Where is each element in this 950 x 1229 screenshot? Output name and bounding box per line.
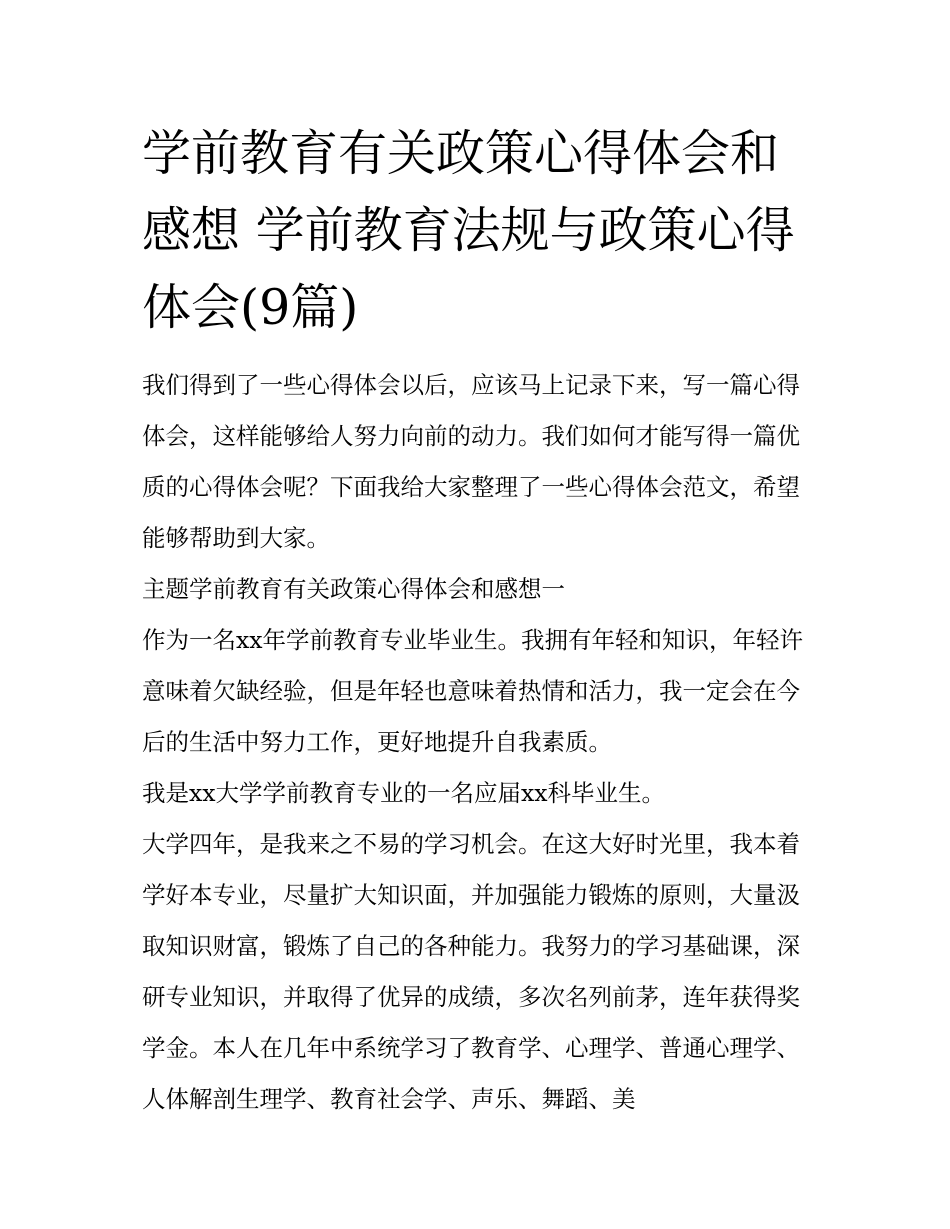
document-title: 学前教育有关政策心得体会和感想 学前教育法规与政策心得体会(9篇)	[142, 125, 795, 336]
document-body	[142, 360, 814, 1125]
paragraph-intro: 我们得到了一些心得体会以后，应该马上记录下来，写一篇心得体会，这样能够给人努力向前的动力。我们如何才能写得一篇优质的心得体会呢？下面我给大家整理了一些心得体会范文，希望能够帮助到大家。	[142, 371, 800, 552]
paragraph-section-heading: 主题学前教育有关政策心得体会和感想一	[142, 575, 565, 603]
paragraph-graduate-intro: 作为一名xx年学前教育专业毕业生。我拥有年轻和知识，年轻许意味着欠缺经验，但是年轻也意味着热情和活力，我一定会在今后的生活中努力工作，更好地提升自我素质。	[142, 626, 804, 756]
paragraph-self-intro: 我是xx大学学前教育专业的一名应届xx科毕业生。	[142, 779, 666, 807]
paragraph-university-years: 大学四年，是我来之不易的学习机会。在这大好时光里，我本着学好本专业，尽量扩大知识面，并加强能力锻炼的原则，大量汲取知识财富，锻炼了自己的各种能力。我努力的学习基础课，深研专业知识，并取得了优异的成绩，多次名列前茅，连年获得奖学金。本人在几年中系统学习了教育学、心理学、普通心理学、人体解剖生理学、教育社会学、声乐、舞蹈、美	[142, 830, 800, 1113]
document-page	[142, 115, 814, 1125]
